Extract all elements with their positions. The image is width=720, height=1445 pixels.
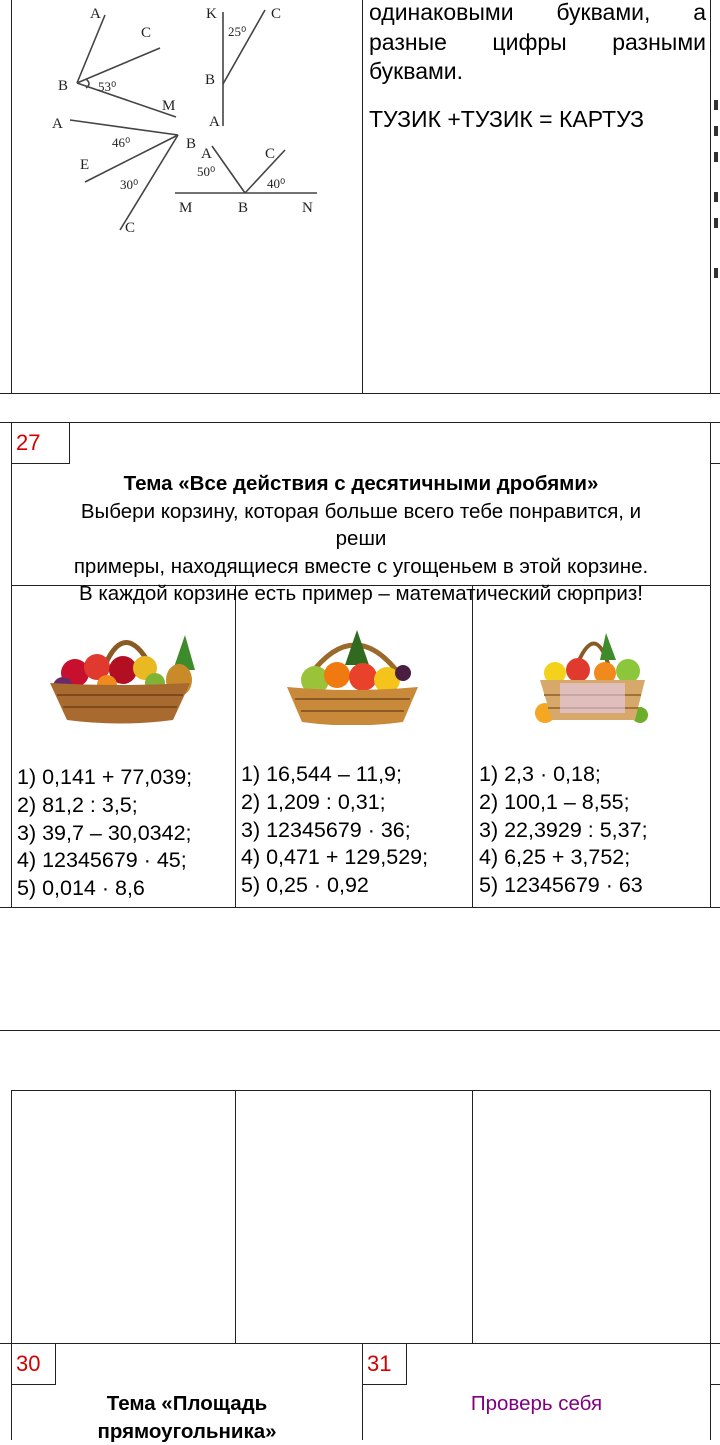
fig4-label-c: C [265, 146, 275, 162]
fig1-label-b: B [58, 78, 68, 94]
task30-title [12, 1390, 362, 1445]
task27-left-border [11, 422, 12, 908]
task-number-30: 30 [11, 1343, 56, 1385]
fruit-basket-3-image [530, 625, 655, 725]
task31-title: Проверь себя [363, 1390, 710, 1418]
fig3-label-a: A [52, 116, 63, 132]
top-mid-border [362, 0, 363, 394]
fig1-label-a: A [90, 6, 101, 22]
basket-2-problem-3: 3) 12345679 · 36; [241, 817, 428, 845]
task27-title: Тема «Все действия с десятичными дробями» [13, 470, 709, 498]
puzzle-equation: ТУЗИК +ТУЗИК = КАРТУЗ [369, 105, 706, 135]
task27-instruction-4: В каждой корзине есть пример – математический сюрприз! [13, 580, 709, 608]
basket-2-problem-5: 5) 0,25 · 0,92 [241, 872, 428, 900]
task-number-27: 27 [11, 422, 70, 464]
basket-1-problems [17, 764, 192, 903]
puzzle-line-1: одинаковыми буквами, а [369, 0, 706, 28]
fig4-label-n: N [302, 200, 313, 216]
task27-top-border [0, 422, 720, 423]
task27-right-border [710, 422, 711, 908]
basket-1-problem-5: 5) 0,014 · 8,6 [17, 875, 192, 903]
top-left-border [11, 0, 12, 394]
basket-2-problem-2: 2) 1,209 : 0,31; [241, 789, 428, 817]
basket-1-problem-2: 2) 81,2 : 3,5; [17, 792, 192, 820]
empty-table-right [710, 1090, 711, 1440]
fig4-label-m: M [179, 200, 192, 216]
basket-1-problem-3: 3) 39,7 – 30,0342; [17, 820, 192, 848]
fig2-label-b: B [205, 72, 215, 88]
fig1-label-m: M [162, 98, 175, 114]
fig3-angle-30: 30⁰ [120, 177, 138, 192]
task27-bottom-border [0, 907, 720, 908]
fig3-label-e: E [80, 157, 89, 173]
task30-title-line-2: прямоугольника» [12, 1418, 362, 1445]
basket-2-problem-1: 1) 16,544 – 11,9; [241, 761, 428, 789]
fig2-angle: 25⁰ [228, 24, 246, 39]
empty-table-top [11, 1090, 710, 1091]
basket-3-problem-3: 3) 22,3929 : 5,37; [479, 817, 648, 845]
puzzle-text [369, 0, 706, 134]
puzzle-line-2: разные цифры разными [369, 28, 706, 58]
top-bottom-border [0, 393, 720, 394]
task27-instruction-1: Выбери корзину, которая больше всего тебе понравится, и [13, 498, 709, 526]
fig2-ray-c [223, 10, 265, 84]
basket-1-problem-4: 4) 12345679 · 45; [17, 847, 192, 875]
fig4-angle-50: 50⁰ [197, 164, 215, 179]
page-separator [0, 1030, 720, 1031]
fig3-ray-a [70, 120, 178, 135]
clipped-column-marks [714, 90, 720, 330]
angle-figures [40, 0, 340, 240]
fig4-ray-a [212, 146, 245, 193]
basket-3-problem-5: 5) 12345679 · 63 [479, 872, 648, 900]
basket-2-problem-4: 4) 0,471 + 129,529; [241, 844, 428, 872]
fig3-label-c: C [125, 220, 135, 236]
basket-3-problems [479, 761, 648, 900]
fig1-label-c: C [141, 25, 151, 41]
fig3-label-b: B [186, 136, 196, 152]
basket-3-problem-1: 1) 2,3 · 0,18; [479, 761, 648, 789]
empty-table-bottom [0, 1343, 720, 1344]
basket-2-problems [241, 761, 428, 900]
fig1-angle: 53⁰ [98, 79, 116, 94]
task27-col-divider-1 [235, 585, 236, 908]
task27-instruction-2: реши [13, 525, 709, 553]
fig2-label-k: K [206, 6, 217, 22]
fig2-label-c: C [271, 6, 281, 22]
fruit-basket-2-image [285, 625, 420, 725]
task27-col-divider-2 [472, 585, 473, 908]
fig2-label-a: A [209, 114, 220, 130]
empty-table-col-2 [472, 1090, 473, 1344]
task-number-28-clipped [710, 422, 720, 464]
puzzle-line-3: буквами. [369, 57, 706, 87]
fig4-angle-40: 40⁰ [267, 176, 285, 191]
task27-header [13, 470, 709, 608]
empty-table-col-1 [235, 1090, 236, 1344]
task27-instruction-3: примеры, находящиеся вместе с угощеньем в этой корзине. [13, 553, 709, 581]
basket-3-problem-4: 4) 6,25 + 3,752; [479, 844, 648, 872]
fig4-label-a: A [201, 146, 212, 162]
basket-1-problem-1: 1) 0,141 + 77,039; [17, 764, 192, 792]
top-right-border [710, 0, 711, 394]
basket-3-problem-2: 2) 100,1 – 8,55; [479, 789, 648, 817]
task-number-31: 31 [362, 1343, 407, 1385]
empty-table-left [11, 1090, 12, 1440]
fig4-label-b: B [238, 200, 248, 216]
task30-title-line-1: Тема «Площадь [12, 1390, 362, 1418]
task-number-32-clipped [710, 1343, 720, 1385]
fig3-angle-46: 46⁰ [112, 135, 130, 150]
fruit-basket-1-image [45, 625, 195, 725]
